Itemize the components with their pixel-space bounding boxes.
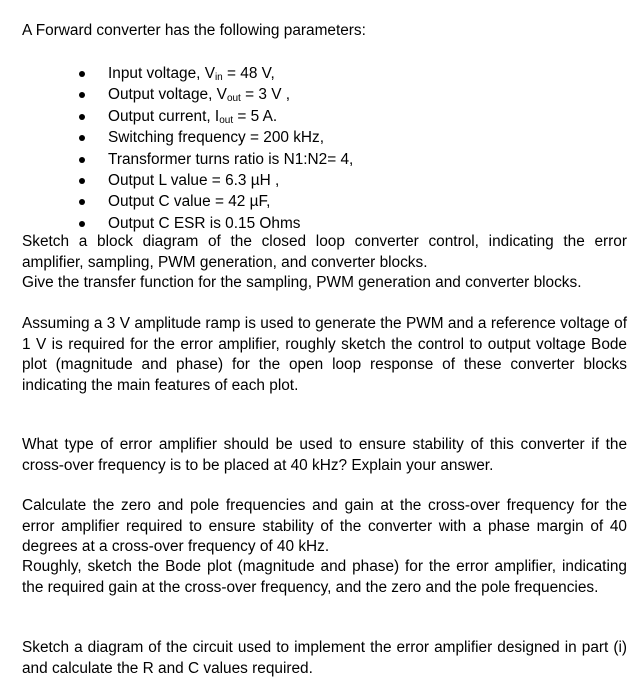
param-text: Input voltage, $V_{in} = 48$ V,: [108, 65, 275, 83]
list-item: [22, 191, 622, 212]
list-item: [22, 213, 622, 234]
question-amplifier-bode: Roughly, sketch the Bode plot (magnitude and phase) for the error amplifier, indicating the required gain at the cross-over frequency, and the zero and the pole frequencies.: [22, 558, 627, 596]
intro-block: [22, 21, 622, 232]
question-zero-pole-gain: Calculate the zero and pole frequencies and gain at the cross-over frequency for the error amplifier required to ensure stability of the converter with a phase margin of 40 degrees at a cross-over frequency of 40 kHz.: [22, 497, 627, 556]
bullet-icon: [79, 114, 85, 120]
intro-text: A Forward converter has the following parameters:: [22, 22, 366, 39]
param-text: Output voltage, $V_{out} = 3$ V ,: [108, 86, 291, 105]
bullet-icon: [79, 135, 85, 141]
parameter-list: [22, 63, 622, 234]
bullet-icon: [79, 178, 85, 184]
param-text: Output L value = 6.3 µH ,: [108, 171, 280, 189]
bullet-icon: [79, 92, 85, 98]
bullet-icon: [79, 221, 85, 227]
question-amplifier-type: What type of error amplifier should be used to ensure stability of this converter if the cross-over frequency is to be placed at 40 kHz? Explain your answer.: [22, 436, 627, 474]
bullet-icon: [79, 199, 85, 205]
param-text: Output C value = 42 µF,: [108, 193, 271, 211]
question-circuit-design: Sketch a diagram of the circuit used to implement the error amplifier designed in part (i) and calculate the R and C values required.: [22, 639, 627, 677]
param-text: Output current, $I_{out} = 5$ A.: [108, 107, 278, 126]
list-item: [22, 63, 622, 84]
param-text: Switching frequency = 200 kHz,: [108, 129, 325, 147]
param-text: Transformer turns ratio is N1:N2= 4,: [108, 150, 354, 168]
list-item: [22, 127, 622, 148]
list-item: [22, 84, 622, 105]
bullet-icon: [79, 71, 85, 77]
question-open-loop-bode: Assuming a 3 V amplitude ramp is used to generate the PWM and a reference voltage of 1 V is required for the error amplifier, roughly sketch the control to output voltage Bode plot (magnitude and phase) for the open loop response of these converter blocks indicating the main features of each plot.: [22, 315, 627, 394]
list-item: [22, 149, 622, 170]
question-block-diagram: Sketch a block diagram of the closed loop converter control, indicating the error amplifier, sampling, PWM generation, and converter blocks.: [22, 233, 627, 271]
question-transfer-function: Give the transfer function for the sampling, PWM generation and converter blocks.: [22, 274, 582, 291]
list-item: [22, 106, 622, 127]
list-item: [22, 170, 622, 191]
param-text: Output C ESR is 0.15 Ohms: [108, 214, 301, 232]
bullet-icon: [79, 157, 85, 163]
